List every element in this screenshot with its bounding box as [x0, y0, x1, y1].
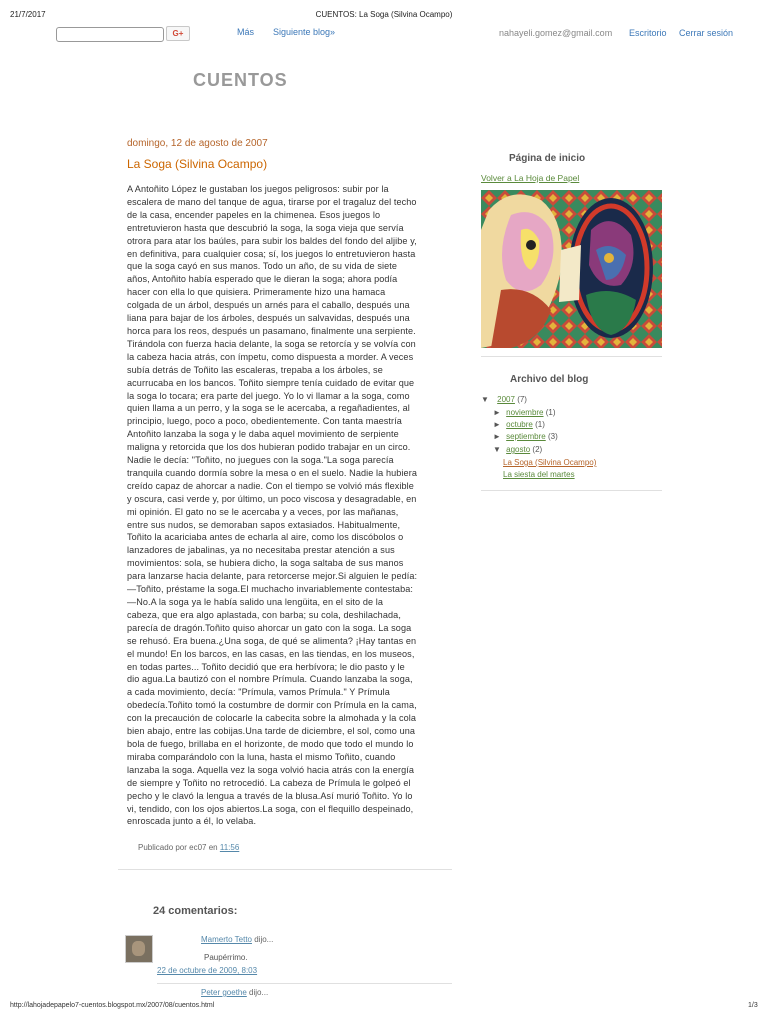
post-body-line: hacer con ella lo que quisiera. Primeramente hizo una hamaca — [127, 287, 386, 298]
triangle-down-icon[interactable]: ▼ — [493, 445, 501, 454]
post-body-line: dio agua.La bautizó con el nombre Prímula. Cuando lanzaba la soga, — [127, 674, 413, 685]
post-body-line: bien abajo, entre las cobijas.Una tarde de diciembre, el sol, como una — [127, 726, 416, 737]
archive-year-row[interactable] — [481, 395, 527, 404]
post-body-line: lanzaba la soga. Aquella vez la soga volvió hacia atrás con la energía — [127, 764, 415, 775]
archive-month-row[interactable] — [493, 445, 542, 454]
more-link[interactable]: Más — [237, 27, 255, 37]
post-body-line: bola de fuego, brillaba en el horizonte, de modo que todo el mundo lo — [127, 738, 414, 749]
post-body-line: horca para los reos, después un pasamano, finalmente una serpiente. — [127, 325, 416, 336]
post-body-line: liana para bajar de los árboles, después un salvavidas, después una — [127, 313, 410, 324]
search-input[interactable] — [56, 27, 164, 42]
archive-post-current[interactable]: La Soga (Silvina Ocampo) — [503, 458, 597, 467]
print-url: http://lahojadepapelo7-cuentos.blogspot.mx/2007/08/cuentos.html — [10, 1002, 215, 1009]
picasso-painting-image[interactable] — [481, 190, 662, 348]
google-plus-button[interactable]: G+ — [166, 26, 190, 41]
post-body-line: y oscura, casi verde y, por último, un poco viscosa y desagradable, en — [127, 493, 417, 504]
comment-said-2: dijo... — [249, 988, 269, 997]
comment-author-line-2 — [201, 988, 268, 997]
archive-month-link[interactable]: octubre — [506, 420, 533, 429]
archive-month-row[interactable] — [493, 408, 556, 417]
post-body-line: a cada movimiento, decía: "Prímula, vamos Prímula." Y Prímula — [127, 687, 390, 698]
archive-month-count: (1) — [535, 420, 545, 429]
archive-year-count: (7) — [517, 395, 527, 404]
post-body-line: mi opinión. El gato no se le acercaba y a veces, por las mañanas, — [127, 506, 399, 517]
post-body-line: lanzadores de jabalinas, ya no necesitaba prestar atención a sus — [127, 545, 395, 556]
post-body-line: quien llama a un perro, y la soga se le acercaba, a regañadientes, al — [127, 403, 410, 414]
post-body-line: pecho y le clavó la lengua a través de la blusa.Así murió Toñito. Yo lo — [127, 790, 413, 801]
post-body-line: movimientos: sola, se hubiera dicho, la soga saltaba de sus manos — [127, 558, 404, 569]
post-body-line: en todas partes... Toñito decidió que era herbívora; le dio pasto y le — [127, 661, 405, 672]
post-body-line: A Antoñito López le gustaban los juegos peligrosos: subir por la — [127, 184, 389, 194]
comment-text: Paupérrimo. — [204, 953, 248, 962]
post-body-line: acurrucaba en los bancos. Toñito siempre tenía cuidado de evitar que — [127, 377, 415, 388]
triangle-right-icon[interactable]: ► — [493, 408, 501, 417]
sidebar-divider — [481, 490, 662, 491]
archive-month-count: (3) — [547, 432, 558, 441]
post-body-line: parecía de dragón.Toñito quiso ahorcar un gato con la soga. La soga — [127, 622, 412, 633]
commenter-avatar[interactable] — [125, 935, 153, 963]
sidebar-archive-title: Archivo del blog — [510, 374, 589, 385]
triangle-right-icon[interactable]: ► — [493, 432, 501, 441]
archive-post-link[interactable]: La siesta del martes — [503, 470, 575, 479]
blog-title[interactable]: CUENTOS — [193, 70, 288, 90]
print-page: 1/3 — [748, 1002, 758, 1009]
next-blog-link[interactable]: Siguiente blog» — [273, 27, 336, 37]
comment-said: dijo... — [254, 935, 274, 944]
user-email: nahayeli.gomez@gmail.com — [499, 28, 613, 38]
post-body-line: enroscada junto a él, lo velaba. — [127, 816, 257, 827]
post-body-line: entretuvieron hasta que descubrió la soga, la soga vieja que servía — [127, 222, 404, 233]
post-body-line: colgada de un árbol, después un arnés para el caballo, después una — [127, 300, 410, 311]
post-body — [127, 183, 452, 828]
comment-author-link-2[interactable]: Peter goethe — [201, 988, 247, 997]
post-body-line: tranquila cuando dormía sobre la mesa o en el suelo. Nadie la hubiera — [127, 467, 417, 478]
archive-month-link[interactable]: agosto — [506, 445, 531, 454]
print-date: 21/7/2017 — [10, 10, 46, 19]
comment-author-link[interactable]: Mamerto Tetto — [201, 935, 252, 944]
desktop-link[interactable]: Escritorio — [629, 28, 667, 38]
post-body-line: Toñito la acariciaba antes de echarla al aire, como los discóbolos o — [127, 532, 404, 543]
post-body-line: escalera de mano del tanque de agua, tirarse por el tragaluz del techo — [127, 196, 417, 207]
post-body-line: miraba comparándolo con la luna, hasta el mismo Toñito, cuando — [127, 751, 396, 762]
comment-date-line — [157, 966, 257, 975]
post-body-line: entre sus nudos, se demoraban sapos extasiados. Habitualmente, — [127, 519, 401, 530]
post-body-line: Antoñito lanzaba la soga y le daba aquel movimiento de serpiente — [127, 429, 399, 440]
post-body-line: subía detrás de Toñito las escaleras, trepaba a los árboles, se — [127, 364, 383, 375]
post-body-line: la soga lo tocara; era parte del juego. Yo lo vi llamar a la soga, como — [127, 390, 410, 401]
post-body-line: el mundo! En los barcos, en las casas, en las tiendas, en los museos, — [127, 648, 415, 659]
post-body-line: se rehusó. Era buena.¿Una soga, de qué se alimenta? ¡Hay tantas en — [127, 635, 417, 646]
archive-month-count: (1) — [545, 408, 556, 417]
post-body-line: la cabeza hacia atrás, con ímpetu, como dispuesta a morder. A veces — [127, 351, 414, 362]
triangle-down-icon[interactable]: ▼ — [481, 395, 489, 404]
post-body-line: vi, tendido, con los ojos abiertos.La soga, con el flequillo despeinado, — [127, 803, 414, 814]
post-body-line: que la soga cayó en sus manos. Todo un año, de su vida de siete — [127, 261, 398, 272]
post-body-line: de siempre y Toñito no retrocedió. La cabeza de Prímula le golpeó el — [127, 777, 411, 788]
sidebar-divider — [481, 356, 662, 357]
triangle-right-icon[interactable]: ► — [493, 420, 501, 429]
post-body-line: para lanzarse hacia delante, para retorcerse mejor.Si alguien le pedía: — [127, 571, 418, 582]
post-body-line: —No.A la soga ya le había salido una lengüita, en el sito de la — [127, 597, 384, 607]
archive-year-link[interactable]: 2007 — [497, 395, 515, 404]
archive-month-row[interactable] — [493, 420, 545, 429]
archive-month-link[interactable]: septiembre — [506, 432, 546, 441]
comments-title: 24 comentarios: — [153, 905, 238, 917]
post-body-line: creído capaz de ahorcar a nadie. Con el tiempo se volvió más flexible — [127, 480, 414, 491]
comment-date-link[interactable]: 22 de octubre de 2009, 8:03 — [157, 966, 258, 975]
comment-divider — [157, 983, 452, 984]
post-body-line: de la casa, encender papeles en la chimenea. Esos juegos lo — [127, 209, 381, 220]
logout-link[interactable]: Cerrar sesión — [679, 28, 734, 38]
post-body-line: obedecía.Toñito tomó la costumbre de dormir con Prímula en la cama, — [127, 700, 417, 711]
post-body-line: —Toñito, préstame la soga.El muchacho invariablemente contestaba: — [127, 584, 414, 595]
blogger-navbar — [0, 20, 768, 46]
post-title[interactable]: La Soga (Silvina Ocampo) — [127, 157, 268, 171]
print-title: CUENTOS: La Soga (Silvina Ocampo) — [315, 10, 453, 19]
post-body-line: otrora para atar los baúles, para subir los baldes del fondo del aljibe y, — [127, 235, 417, 246]
published-by: Publicado por ec07 en — [138, 843, 218, 852]
post-date: domingo, 12 de agosto de 2007 — [127, 138, 268, 149]
archive-month-count: (2) — [532, 445, 543, 454]
sidebar-home-title: Página de inicio — [509, 153, 586, 164]
post-body-line: con la precaución de colocarle la cabecita sobre la almohada y la cola — [127, 713, 417, 724]
post-time-link[interactable]: 11:56 — [219, 843, 240, 852]
divider — [118, 869, 452, 870]
post-body-line: maligna y retorcida que los dos hubieran podido trabajar en un circo. — [127, 442, 411, 453]
post-body-line: Tirándola con fuerza hacia delante, la soga se retorcía y se volvía con — [127, 338, 416, 349]
comment-author-line — [201, 935, 273, 944]
post-body-line: principio, luego, poco a poco, obedientemente. Con tanta maestría — [127, 416, 402, 427]
archive-month-row[interactable] — [493, 432, 558, 441]
post-body-line: en definitiva, para cualquier cosa; sí, los juegos lo entretuvieron hasta — [127, 248, 416, 259]
sidebar-home-link[interactable]: Volver a La Hoja de Papel — [481, 173, 580, 183]
post-body-line: cabeza, que era algo aplastada, con barba; su cola, deshilachada, — [127, 609, 401, 620]
post-body-line: años, Antoñito había esperado que le dieran la soga; ahora podía — [127, 274, 398, 285]
post-footer — [138, 843, 239, 852]
post-body-line: Nadie le decía: "Toñito, no juegues con la soga."La soga parecía — [127, 455, 394, 466]
archive-month-link[interactable]: noviembre — [506, 408, 544, 417]
